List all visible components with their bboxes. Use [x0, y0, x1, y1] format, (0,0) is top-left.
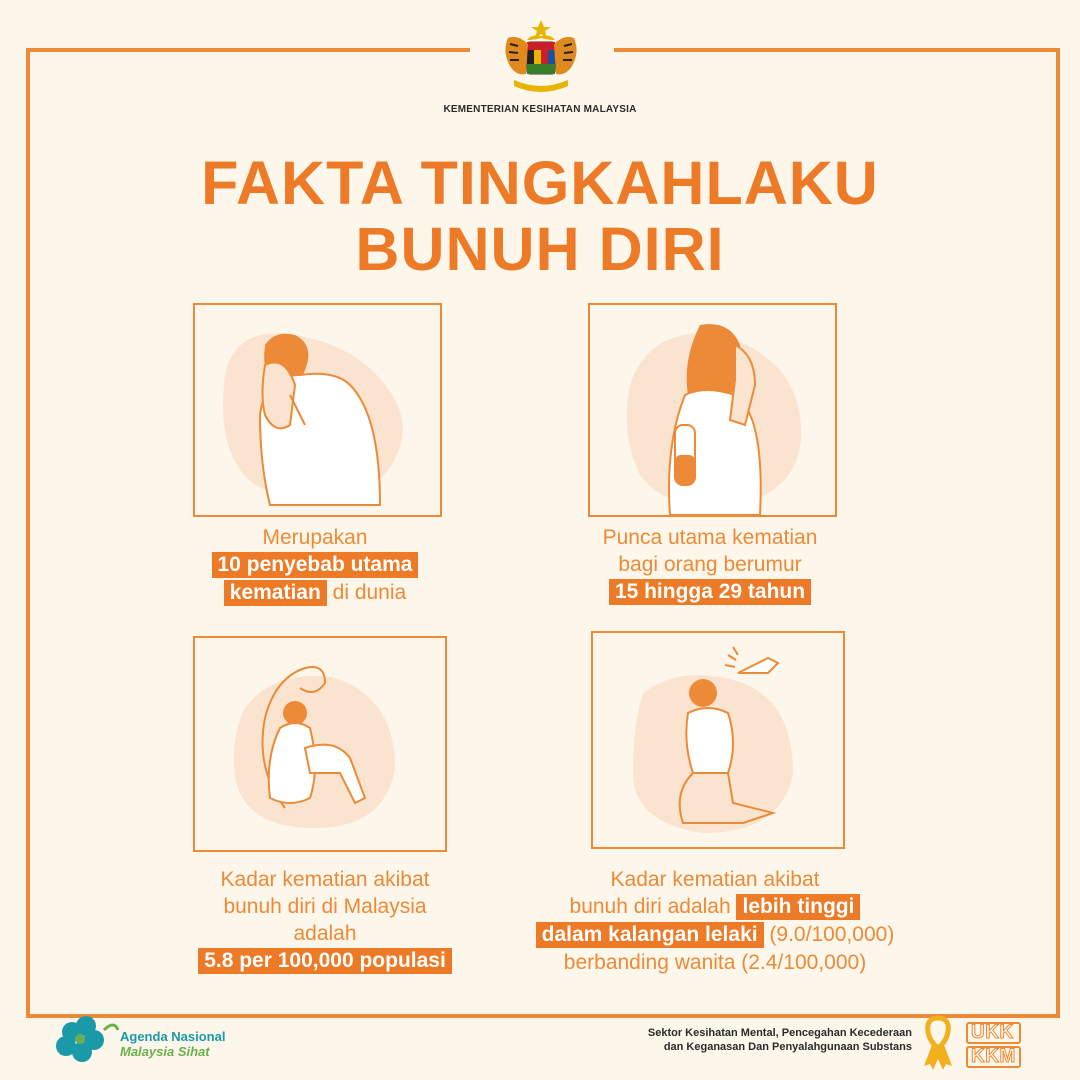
agenda-text [120, 1029, 225, 1059]
fact-3 [165, 866, 485, 975]
fact-2-line-1: Punca utama kematian [602, 526, 818, 549]
fact-4 [520, 866, 910, 976]
fact-2-highlight: 15 hingga 29 tahun [609, 579, 811, 605]
badge-line-2: KKM [966, 1046, 1021, 1068]
fact-3-line-3: adalah [293, 922, 357, 945]
fact-3-highlight: 5.8 per 100,000 populasi [198, 948, 452, 974]
frame-top-right [614, 48, 1060, 52]
awareness-ribbon-icon [920, 1014, 956, 1070]
agenda-line-1: Agenda Nasional [120, 1029, 226, 1044]
title-line-2: BUNUH DIRI [355, 215, 725, 283]
fact-1-highlight-1: 10 penyebab utama [212, 552, 419, 578]
badge-line-1: UKK [966, 1022, 1021, 1044]
coat-of-arms-icon [500, 18, 582, 96]
fact-3-line-1: Kadar kematian akibat [220, 868, 430, 891]
sector-text [560, 1026, 912, 1054]
fact-2 [565, 524, 855, 606]
sector-line-2: dan Keganasan Dan Penyalahgunaan Substans [663, 1041, 912, 1053]
page-title [0, 150, 1080, 282]
fact-4-highlight-2: dalam kalangan lelaki [536, 922, 764, 948]
fact-4-highlight-1: lebih tinggi [736, 894, 860, 920]
fact-1-tail: di dunia [326, 581, 407, 604]
fact-4-line-4: berbanding wanita (2.4/100,000) [563, 951, 867, 974]
fact-2-line-2: bagi orang berumur [618, 553, 802, 576]
ukk-kkm-badge [966, 1022, 1021, 1070]
fact-1-highlight-2: kematian [224, 580, 327, 606]
ministry-name: KEMENTERIAN KESIHATAN MALAYSIA [443, 104, 637, 115]
illustration-kneeling-man-pointed-at [591, 631, 845, 849]
title-line-1: FAKTA TINGKAHLAKU [201, 149, 879, 217]
illustration-man-covering-face [193, 303, 442, 517]
fact-4-tail: (9.0/100,000) [763, 923, 895, 946]
fact-3-line-2: bunuh diri di Malaysia [223, 895, 427, 918]
fact-1 [170, 524, 460, 607]
sector-line-1: Sektor Kesihatan Mental, Pencegahan Kecederaan [647, 1027, 912, 1039]
hibiscus-logo-icon [50, 1010, 120, 1070]
fact-4-pre: bunuh diri adalah [569, 895, 737, 918]
illustration-woman-holding-head [588, 303, 837, 517]
agenda-line-2: Malaysia Sihat [120, 1044, 210, 1059]
illustration-person-hugging-knees [193, 636, 447, 852]
fact-1-line-1: Merupakan [262, 526, 368, 549]
fact-4-line-1: Kadar kematian akibat [610, 868, 820, 891]
frame-top-left [26, 48, 470, 52]
